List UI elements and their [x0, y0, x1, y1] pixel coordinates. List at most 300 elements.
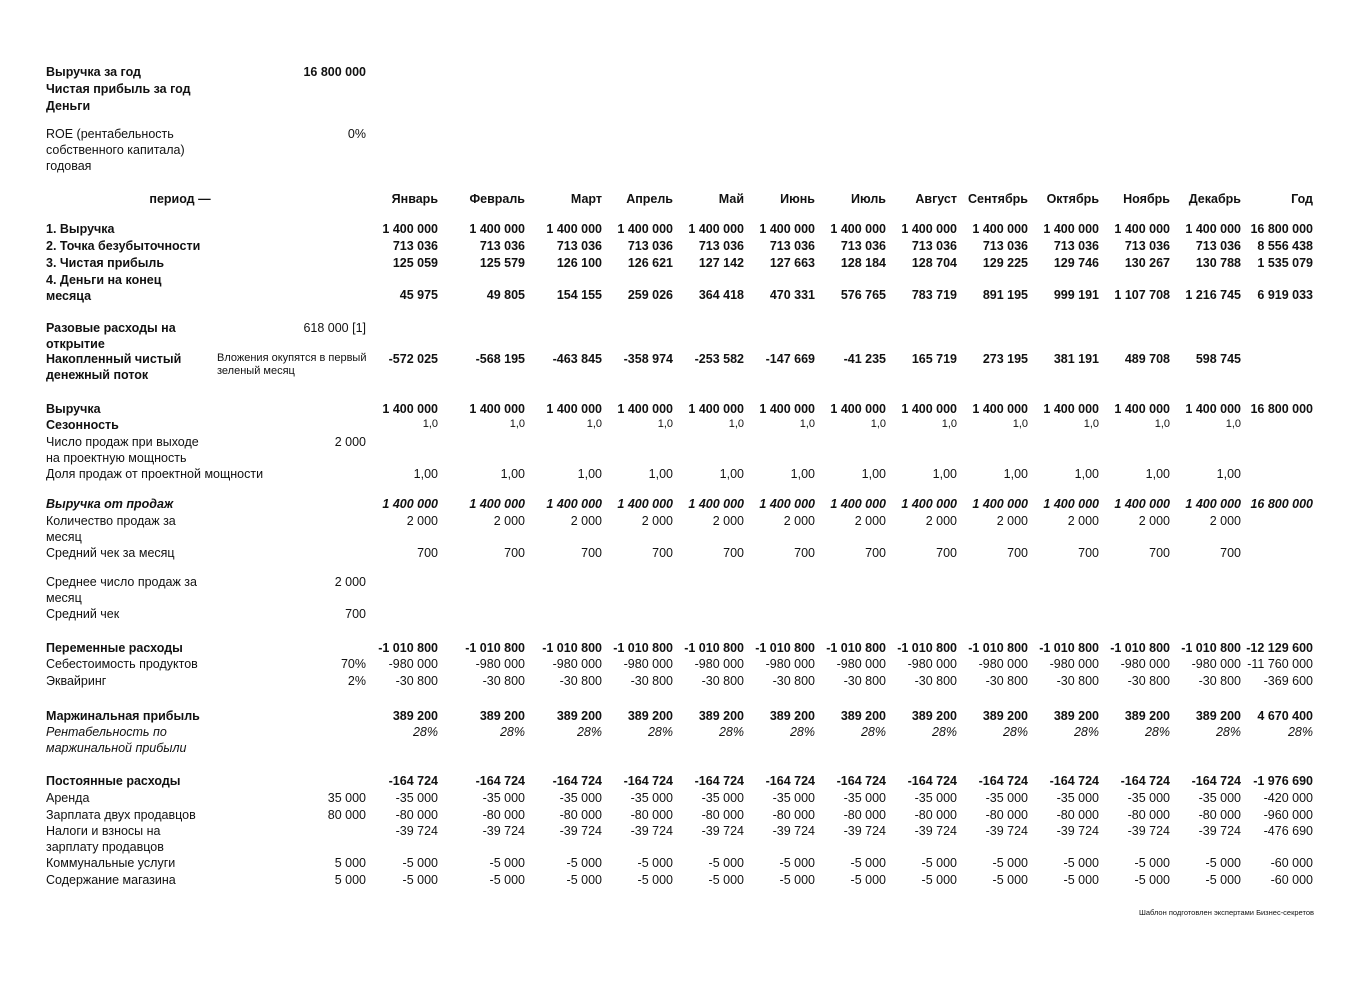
cell-r_acq-1: -30 800: [482, 674, 525, 688]
cell-r_revenue1-8: 1 400 000: [972, 222, 1028, 236]
cell-r_tax-7: -39 724: [914, 824, 957, 838]
month-header-10: Ноябрь: [1123, 192, 1170, 206]
cell-r_cumflow-0: -572 025: [388, 352, 438, 366]
cell-r_cash-2: 154 155: [556, 288, 602, 302]
cell-r_avgcheckm-7: 700: [936, 546, 957, 560]
cell-r_acq-12: -369 600: [1263, 674, 1313, 688]
cell-r_util-0: -5 000: [402, 856, 438, 870]
cell-r_shop-12: -60 000: [1270, 873, 1313, 887]
cell-r_shop-10: -5 000: [1134, 873, 1170, 887]
cell-r_varexp-4: -1 010 800: [684, 641, 744, 655]
roe-value: 0%: [347, 127, 366, 141]
cell-r_tax-6: -39 724: [843, 824, 886, 838]
cell-r_netprofit-12: 1 535 079: [1257, 256, 1313, 270]
cell-r_cumflow-1: -568 195: [475, 352, 525, 366]
cell-r_breakeven-4: 713 036: [698, 239, 744, 253]
cell-r_salesrev-1: 1 400 000: [469, 497, 525, 511]
cell-r_util-11: -5 000: [1205, 856, 1241, 870]
cell-r_acq-4: -30 800: [701, 674, 744, 688]
cell-r_cash-7: 783 719: [911, 288, 957, 302]
cell-r_salary-2: -80 000: [559, 808, 602, 822]
cell-r_marginpct-9: 28%: [1073, 725, 1099, 739]
cell-r_fixed-8: -164 724: [978, 774, 1028, 788]
cell-r_rent-6: -35 000: [843, 791, 886, 805]
cell-r_marginpct-10: 28%: [1144, 725, 1170, 739]
cell-r_varexp-5: -1 010 800: [755, 641, 815, 655]
cell-r_netprofit-3: 126 621: [627, 256, 673, 270]
cell-r_rent-0: -35 000: [395, 791, 438, 805]
cell-r_margin-3: 389 200: [627, 709, 673, 723]
row-label-r_avgsales: Среднее число продаж за месяц: [46, 575, 197, 605]
row-label-r_salesrev: Выручка от продаж: [46, 497, 174, 511]
cell-r_util-12: -60 000: [1270, 856, 1313, 870]
cell-r_margin-8: 389 200: [982, 709, 1028, 723]
cell-r_shop-4: -5 000: [708, 873, 744, 887]
period-label: период —: [149, 192, 211, 206]
cell-r_margin-0: 389 200: [392, 709, 438, 723]
cell-r_cash-11: 1 216 745: [1185, 288, 1241, 302]
month-header-8: Сентябрь: [968, 192, 1028, 206]
cell-r_margin-12: 4 670 400: [1257, 709, 1313, 723]
cell-r_season-3: 1,0: [657, 418, 673, 430]
cell-r_salesrev-10: 1 400 000: [1114, 497, 1170, 511]
cell-r_share-0: 1,00: [413, 467, 438, 481]
cell-r_revenue1-2: 1 400 000: [546, 222, 602, 236]
cell-r_avgcheckm-3: 700: [652, 546, 673, 560]
cell-r_salescount-3: 2 000: [641, 514, 673, 528]
cell-r_margin-4: 389 200: [698, 709, 744, 723]
row-label-r_season: Сезонность: [46, 418, 119, 432]
cell-r_avgcheckm-11: 700: [1220, 546, 1241, 560]
cell-r_salescount-1: 2 000: [493, 514, 525, 528]
cell-r_util-7: -5 000: [921, 856, 957, 870]
cell-r_salesrev-7: 1 400 000: [901, 497, 957, 511]
cell-r_share-1: 1,00: [500, 467, 525, 481]
cell-r_revenue2-8: 1 400 000: [972, 402, 1028, 416]
cell-r_cogs-1: -980 000: [475, 657, 525, 671]
cell-r_salary-7: -80 000: [914, 808, 957, 822]
cell-r_tax-9: -39 724: [1056, 824, 1099, 838]
cell-r_season-10: 1,0: [1154, 418, 1170, 430]
cell-r_cash-9: 999 191: [1053, 288, 1099, 302]
cell-r_salary-1: -80 000: [482, 808, 525, 822]
cell-r_revenue1-9: 1 400 000: [1043, 222, 1099, 236]
cell-r_season-7: 1,0: [941, 418, 957, 430]
cell-r_cash-5: 470 331: [769, 288, 815, 302]
row-param-r_shop: 5 000: [334, 873, 366, 887]
cell-r_share-10: 1,00: [1145, 467, 1170, 481]
cell-r_cash-10: 1 107 708: [1114, 288, 1170, 302]
row-label-r_tax: Налоги и взносы на зарплату продавцов: [46, 824, 164, 854]
cell-r_varexp-6: -1 010 800: [826, 641, 886, 655]
cell-r_share-11: 1,00: [1216, 467, 1241, 481]
cell-r_shop-8: -5 000: [992, 873, 1028, 887]
cell-r_marginpct-1: 28%: [499, 725, 525, 739]
cell-r_fixed-9: -164 724: [1049, 774, 1099, 788]
cell-r_util-4: -5 000: [708, 856, 744, 870]
cell-r_util-2: -5 000: [566, 856, 602, 870]
cell-r_acq-9: -30 800: [1056, 674, 1099, 688]
cell-r_acq-11: -30 800: [1198, 674, 1241, 688]
cell-r_revenue2-9: 1 400 000: [1043, 402, 1099, 416]
cell-r_salary-8: -80 000: [985, 808, 1028, 822]
cell-r_breakeven-1: 713 036: [479, 239, 525, 253]
cell-r_netprofit-9: 129 746: [1053, 256, 1099, 270]
cell-r_netprofit-10: 130 267: [1124, 256, 1170, 270]
cell-r_revenue1-3: 1 400 000: [617, 222, 673, 236]
cell-r_cash-6: 576 765: [840, 288, 886, 302]
cell-r_varexp-1: -1 010 800: [465, 641, 525, 655]
row-param-r_rent: 35 000: [327, 791, 366, 805]
cell-r_margin-9: 389 200: [1053, 709, 1099, 723]
cell-r_marginpct-5: 28%: [789, 725, 815, 739]
cell-r_cumflow-7: 165 719: [911, 352, 957, 366]
row-label-r_netprofit: 3. Чистая прибыль: [46, 256, 165, 270]
cell-r_cash-8: 891 195: [982, 288, 1028, 302]
cell-r_share-6: 1,00: [861, 467, 886, 481]
cell-r_marginpct-12: 28%: [1287, 725, 1313, 739]
cell-r_season-1: 1,0: [509, 418, 525, 430]
cell-r_salesrev-11: 1 400 000: [1185, 497, 1241, 511]
cell-r_varexp-8: -1 010 800: [968, 641, 1028, 655]
cell-r_revenue1-1: 1 400 000: [469, 222, 525, 236]
cell-r_shop-2: -5 000: [566, 873, 602, 887]
cell-r_cumflow-9: 381 191: [1053, 352, 1099, 366]
money-label: Деньги: [46, 99, 91, 113]
cell-r_acq-8: -30 800: [985, 674, 1028, 688]
cell-r_revenue2-11: 1 400 000: [1185, 402, 1241, 416]
cell-r_salary-3: -80 000: [630, 808, 673, 822]
cell-r_cumflow-4: -253 582: [694, 352, 744, 366]
cell-r_netprofit-5: 127 663: [769, 256, 815, 270]
cell-r_share-8: 1,00: [1003, 467, 1028, 481]
cell-r_share-5: 1,00: [790, 467, 815, 481]
cell-r_cash-12: 6 919 033: [1257, 288, 1313, 302]
cell-r_season-0: 1,0: [422, 418, 438, 430]
row-label-r_util: Коммунальные услуги: [46, 856, 176, 870]
cell-r_cogs-6: -980 000: [836, 657, 886, 671]
cell-r_tax-1: -39 724: [482, 824, 525, 838]
cell-r_rent-2: -35 000: [559, 791, 602, 805]
cell-r_breakeven-11: 713 036: [1195, 239, 1241, 253]
month-header-6: Июль: [851, 192, 886, 206]
cell-r_revenue1-11: 1 400 000: [1185, 222, 1241, 236]
cell-r_varexp-0: -1 010 800: [378, 641, 438, 655]
cell-r_salesrev-6: 1 400 000: [830, 497, 886, 511]
month-header-4: Май: [718, 192, 744, 206]
cell-r_shop-7: -5 000: [921, 873, 957, 887]
cell-r_util-5: -5 000: [779, 856, 815, 870]
month-header-5: Июнь: [780, 192, 815, 206]
cell-r_util-9: -5 000: [1063, 856, 1099, 870]
cell-r_netprofit-11: 130 788: [1195, 256, 1241, 270]
cell-r_margin-7: 389 200: [911, 709, 957, 723]
row-label-r_cumflow: Накопленный чистый денежный поток: [46, 352, 182, 382]
cell-r_cumflow-10: 489 708: [1124, 352, 1170, 366]
cell-r_marginpct-7: 28%: [931, 725, 957, 739]
cell-r_acq-3: -30 800: [630, 674, 673, 688]
month-header-7: Август: [915, 192, 957, 206]
cell-r_rent-5: -35 000: [772, 791, 815, 805]
row-param-r_salesatcap: 2 000: [334, 435, 366, 449]
cell-r_salary-11: -80 000: [1198, 808, 1241, 822]
cell-r_cash-3: 259 026: [627, 288, 673, 302]
cell-r_salary-12: -960 000: [1263, 808, 1313, 822]
cell-r_share-2: 1,00: [577, 467, 602, 481]
cell-r_rent-7: -35 000: [914, 791, 957, 805]
cell-r_cogs-11: -980 000: [1191, 657, 1241, 671]
cell-r_season-9: 1,0: [1083, 418, 1099, 430]
cell-r_breakeven-7: 713 036: [911, 239, 957, 253]
cell-r_fixed-7: -164 724: [907, 774, 957, 788]
cell-r_rent-8: -35 000: [985, 791, 1028, 805]
cell-r_cumflow-2: -463 845: [552, 352, 602, 366]
cell-r_shop-0: -5 000: [402, 873, 438, 887]
cell-r_netprofit-1: 125 579: [479, 256, 525, 270]
cell-r_acq-7: -30 800: [914, 674, 957, 688]
cell-r_share-7: 1,00: [932, 467, 957, 481]
cell-r_cogs-5: -980 000: [765, 657, 815, 671]
cell-r_season-2: 1,0: [586, 418, 602, 430]
cell-r_revenue1-5: 1 400 000: [759, 222, 815, 236]
cell-r_marginpct-4: 28%: [718, 725, 744, 739]
cell-r_avgcheckm-9: 700: [1078, 546, 1099, 560]
row-label-r_revenue2: Выручка: [46, 402, 101, 416]
cell-r_tax-0: -39 724: [395, 824, 438, 838]
cell-r_acq-6: -30 800: [843, 674, 886, 688]
row-param-r_cogs: 70%: [340, 657, 366, 671]
cell-r_tax-2: -39 724: [559, 824, 602, 838]
cell-r_shop-9: -5 000: [1063, 873, 1099, 887]
cell-r_cash-4: 364 418: [698, 288, 744, 302]
cell-r_tax-3: -39 724: [630, 824, 673, 838]
row-param-r_avgsales: 2 000: [334, 575, 366, 589]
row-param-r_util: 5 000: [334, 856, 366, 870]
cell-r_acq-0: -30 800: [395, 674, 438, 688]
cell-r_revenue1-0: 1 400 000: [382, 222, 438, 236]
cell-r_cogs-7: -980 000: [907, 657, 957, 671]
cell-r_salary-6: -80 000: [843, 808, 886, 822]
cell-r_revenue1-6: 1 400 000: [830, 222, 886, 236]
row-label-r_breakeven: 2. Точка безубыточности: [46, 239, 201, 253]
row-label-r_marginpct: Рентабельность по маржинальной прибыли: [46, 725, 187, 755]
cell-r_fixed-12: -1 976 690: [1253, 774, 1313, 788]
row-param-r_acq: 2%: [347, 674, 366, 688]
cell-r_salary-9: -80 000: [1056, 808, 1099, 822]
month-header-1: Февраль: [469, 192, 525, 206]
row-label-r_acq: Эквайринг: [46, 674, 107, 688]
cell-r_salescount-2: 2 000: [570, 514, 602, 528]
row-label-r_salesatcap: Число продаж при выходе на проектную мощность: [46, 435, 199, 465]
cell-r_salesrev-4: 1 400 000: [688, 497, 744, 511]
cell-r_avgcheckm-4: 700: [723, 546, 744, 560]
month-header-0: Январь: [391, 192, 438, 206]
cell-r_revenue2-7: 1 400 000: [901, 402, 957, 416]
cell-r_cumflow-3: -358 974: [623, 352, 673, 366]
cell-r_tax-4: -39 724: [701, 824, 744, 838]
cell-r_breakeven-8: 713 036: [982, 239, 1028, 253]
cell-r_avgcheckm-5: 700: [794, 546, 815, 560]
cell-r_netprofit-0: 125 059: [392, 256, 438, 270]
cell-r_salesrev-8: 1 400 000: [972, 497, 1028, 511]
cell-r_revenue1-10: 1 400 000: [1114, 222, 1170, 236]
cell-r_season-11: 1,0: [1225, 418, 1241, 430]
cell-r_fixed-2: -164 724: [552, 774, 602, 788]
month-header-2: Март: [570, 192, 602, 206]
cell-r_salescount-8: 2 000: [996, 514, 1028, 528]
revenue-year-value: 16 800 000: [303, 65, 366, 79]
cell-r_salesrev-5: 1 400 000: [759, 497, 815, 511]
cell-r_avgcheckm-10: 700: [1149, 546, 1170, 560]
cell-r_revenue2-4: 1 400 000: [688, 402, 744, 416]
roe-label: ROE (рентабельность собственного капитала) годовая: [46, 127, 185, 173]
cell-r_cogs-4: -980 000: [694, 657, 744, 671]
cell-r_util-8: -5 000: [992, 856, 1028, 870]
row-label-r_share: Доля продаж от проектной мощности: [46, 467, 264, 481]
row-param-r_onetime: 618 000 [1]: [303, 321, 366, 335]
cell-r_season-5: 1,0: [799, 418, 815, 430]
cell-r_breakeven-5: 713 036: [769, 239, 815, 253]
cell-r_salescount-9: 2 000: [1067, 514, 1099, 528]
cell-r_salescount-5: 2 000: [783, 514, 815, 528]
cell-r_revenue2-2: 1 400 000: [546, 402, 602, 416]
cell-r_revenue2-10: 1 400 000: [1114, 402, 1170, 416]
cell-r_salesrev-9: 1 400 000: [1043, 497, 1099, 511]
cell-r_margin-11: 389 200: [1195, 709, 1241, 723]
cell-r_fixed-3: -164 724: [623, 774, 673, 788]
cell-r_shop-6: -5 000: [850, 873, 886, 887]
cell-r_salescount-10: 2 000: [1138, 514, 1170, 528]
row-label-r_avgcheck: Средний чек: [46, 607, 120, 621]
cell-r_margin-1: 389 200: [479, 709, 525, 723]
cell-r_salescount-0: 2 000: [406, 514, 438, 528]
row-label-r_avgcheckm: Средний чек за месяц: [46, 546, 175, 560]
row-label-r_salary: Зарплата двух продавцов: [46, 808, 196, 822]
cell-r_salesrev-2: 1 400 000: [546, 497, 602, 511]
cell-r_breakeven-12: 8 556 438: [1257, 239, 1313, 253]
cell-r_revenue1-7: 1 400 000: [901, 222, 957, 236]
row-label-r_revenue1: 1. Выручка: [46, 222, 115, 236]
cell-r_margin-10: 389 200: [1124, 709, 1170, 723]
cell-r_fixed-1: -164 724: [475, 774, 525, 788]
cell-r_breakeven-10: 713 036: [1124, 239, 1170, 253]
cell-r_varexp-7: -1 010 800: [897, 641, 957, 655]
cell-r_marginpct-0: 28%: [412, 725, 438, 739]
cell-r_salescount-6: 2 000: [854, 514, 886, 528]
cell-r_tax-5: -39 724: [772, 824, 815, 838]
cell-r_util-6: -5 000: [850, 856, 886, 870]
cell-r_rent-4: -35 000: [701, 791, 744, 805]
row-label-r_cogs: Себестоимость продуктов: [46, 657, 198, 671]
row-label-r_rent: Аренда: [46, 791, 90, 805]
cell-r_season-8: 1,0: [1012, 418, 1028, 430]
cell-r_tax-11: -39 724: [1198, 824, 1241, 838]
cell-r_fixed-5: -164 724: [765, 774, 815, 788]
cell-r_avgcheckm-8: 700: [1007, 546, 1028, 560]
cell-r_revenue2-5: 1 400 000: [759, 402, 815, 416]
revenue-year-label: Выручка за год: [46, 65, 141, 79]
cell-r_avgcheckm-6: 700: [865, 546, 886, 560]
cell-r_varexp-3: -1 010 800: [613, 641, 673, 655]
cell-r_netprofit-7: 128 704: [911, 256, 957, 270]
cell-r_rent-11: -35 000: [1198, 791, 1241, 805]
cell-r_cogs-3: -980 000: [623, 657, 673, 671]
cell-r_salary-0: -80 000: [395, 808, 438, 822]
cell-r_acq-5: -30 800: [772, 674, 815, 688]
row-label-r_fixed: Постоянные расходы: [46, 774, 181, 788]
cell-r_breakeven-6: 713 036: [840, 239, 886, 253]
cell-r_acq-10: -30 800: [1127, 674, 1170, 688]
cell-r_breakeven-2: 713 036: [556, 239, 602, 253]
cell-r_avgcheckm-1: 700: [504, 546, 525, 560]
cell-r_cogs-10: -980 000: [1120, 657, 1170, 671]
cell-r_salescount-7: 2 000: [925, 514, 957, 528]
cell-r_revenue2-3: 1 400 000: [617, 402, 673, 416]
cell-r_salary-5: -80 000: [772, 808, 815, 822]
cell-r_revenue1-4: 1 400 000: [688, 222, 744, 236]
cell-r_tax-8: -39 724: [985, 824, 1028, 838]
cell-r_fixed-11: -164 724: [1191, 774, 1241, 788]
cell-r_tax-10: -39 724: [1127, 824, 1170, 838]
cell-r_salesrev-0: 1 400 000: [382, 497, 438, 511]
cell-r_cash-0: 45 975: [399, 288, 438, 302]
cell-r_share-9: 1,00: [1074, 467, 1099, 481]
cell-r_cumflow-11: 598 745: [1195, 352, 1241, 366]
cell-r_varexp-11: -1 010 800: [1181, 641, 1241, 655]
cell-r_tax-12: -476 690: [1263, 824, 1313, 838]
row-param-r_avgcheck: 700: [345, 607, 366, 621]
cell-r_rent-9: -35 000: [1056, 791, 1099, 805]
row-note-r_cumflow: Вложения окупятся в первый зеленый месяц: [217, 352, 367, 377]
cell-r_fixed-0: -164 724: [388, 774, 438, 788]
cell-r_acq-2: -30 800: [559, 674, 602, 688]
month-header-3: Апрель: [626, 192, 673, 206]
cell-r_netprofit-8: 129 225: [982, 256, 1028, 270]
cell-r_shop-5: -5 000: [779, 873, 815, 887]
row-label-r_onetime: Разовые расходы на открытие: [46, 321, 176, 351]
cell-r_breakeven-3: 713 036: [627, 239, 673, 253]
cell-r_margin-2: 389 200: [556, 709, 602, 723]
cell-r_revenue1-12: 16 800 000: [1250, 222, 1313, 236]
cell-r_cogs-2: -980 000: [552, 657, 602, 671]
cell-r_marginpct-8: 28%: [1002, 725, 1028, 739]
cell-r_netprofit-4: 127 142: [698, 256, 744, 270]
row-label-r_varexp: Переменные расходы: [46, 641, 183, 655]
cell-r_rent-1: -35 000: [482, 791, 525, 805]
row-label-r_salescount: Количество продаж за месяц: [46, 514, 176, 544]
cell-r_util-1: -5 000: [489, 856, 525, 870]
cell-r_rent-3: -35 000: [630, 791, 673, 805]
footer-note: Шаблон подготовлен экспертами Бизнес-секретов: [1138, 908, 1314, 917]
cell-r_varexp-10: -1 010 800: [1110, 641, 1170, 655]
cell-r_margin-6: 389 200: [840, 709, 886, 723]
cell-r_cumflow-5: -147 669: [765, 352, 815, 366]
cell-r_avgcheckm-0: 700: [417, 546, 438, 560]
cell-r_cogs-12: -11 760 000: [1247, 657, 1313, 671]
cell-r_avgcheckm-2: 700: [581, 546, 602, 560]
cell-r_cogs-8: -980 000: [978, 657, 1028, 671]
row-param-r_salary: 80 000: [327, 808, 366, 822]
cell-r_varexp-12: -12 129 600: [1246, 641, 1313, 655]
cell-r_salesrev-12: 16 800 000: [1250, 497, 1313, 511]
cell-r_salesrev-3: 1 400 000: [617, 497, 673, 511]
row-label-r_cash: 4. Деньги на конец месяца: [46, 273, 162, 303]
cell-r_netprofit-6: 128 184: [840, 256, 886, 270]
cell-r_shop-1: -5 000: [489, 873, 525, 887]
cell-r_season-6: 1,0: [870, 418, 886, 430]
cell-r_cumflow-8: 273 195: [982, 352, 1028, 366]
cell-r_salary-10: -80 000: [1127, 808, 1170, 822]
